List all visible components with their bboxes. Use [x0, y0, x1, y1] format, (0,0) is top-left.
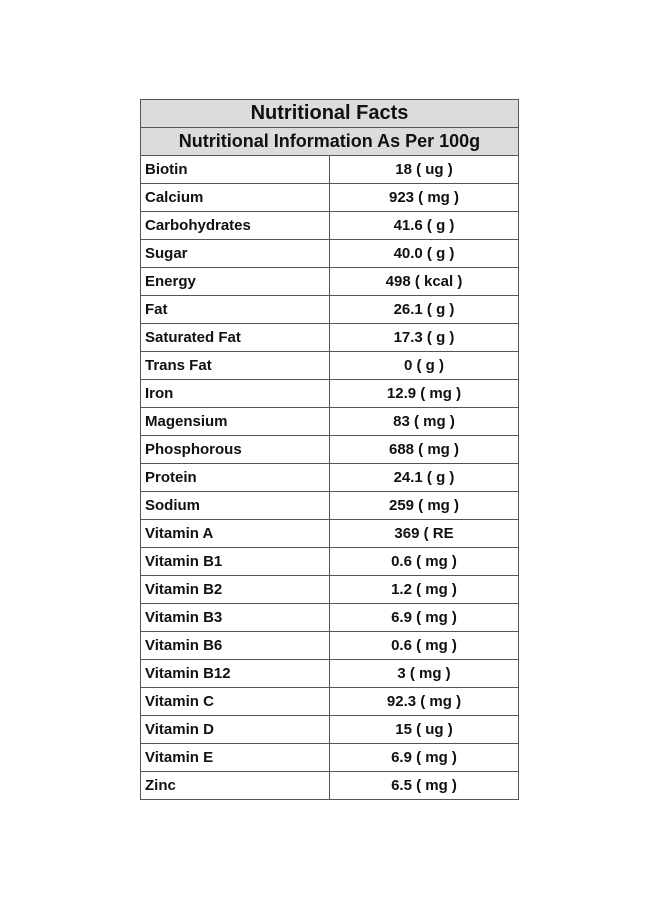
- nutrient-row: [141, 436, 519, 464]
- nutrient-name: Vitamin E: [141, 744, 330, 772]
- table-title: Nutritional Facts: [141, 100, 519, 128]
- nutrient-row: [141, 772, 519, 800]
- nutrient-row: [141, 380, 519, 408]
- nutrient-value: 259 ( mg ): [330, 492, 519, 520]
- nutrient-value: 0 ( g ): [330, 352, 519, 380]
- nutrient-value: 0.6 ( mg ): [330, 632, 519, 660]
- nutrient-name: Protein: [141, 464, 330, 492]
- nutrient-value: 83 ( mg ): [330, 408, 519, 436]
- nutrient-row: [141, 744, 519, 772]
- nutrient-name: Fat: [141, 296, 330, 324]
- nutrient-value: 41.6 ( g ): [330, 212, 519, 240]
- nutrient-name: Trans Fat: [141, 352, 330, 380]
- nutrient-value: 6.9 ( mg ): [330, 604, 519, 632]
- nutrient-row: [141, 660, 519, 688]
- nutrient-row: [141, 688, 519, 716]
- nutrient-value: 26.1 ( g ): [330, 296, 519, 324]
- nutrient-name: Vitamin B12: [141, 660, 330, 688]
- nutrient-name: Saturated Fat: [141, 324, 330, 352]
- nutrient-row: [141, 632, 519, 660]
- nutrient-row: [141, 604, 519, 632]
- nutrition-facts-table: [140, 99, 519, 800]
- nutrient-name: Vitamin C: [141, 688, 330, 716]
- nutrient-row: [141, 212, 519, 240]
- nutrient-value: 6.5 ( mg ): [330, 772, 519, 800]
- nutrient-value: 6.9 ( mg ): [330, 744, 519, 772]
- nutrient-row: [141, 520, 519, 548]
- nutrient-value: 369 ( RE: [330, 520, 519, 548]
- nutrient-name: Vitamin B1: [141, 548, 330, 576]
- nutrient-row: [141, 268, 519, 296]
- nutrient-row: [141, 716, 519, 744]
- nutrient-row: [141, 548, 519, 576]
- table-subtitle: Nutritional Information As Per 100g: [141, 128, 519, 156]
- nutrient-name: Magensium: [141, 408, 330, 436]
- nutrient-name: Zinc: [141, 772, 330, 800]
- nutrient-value: 0.6 ( mg ): [330, 548, 519, 576]
- nutrient-row: [141, 184, 519, 212]
- nutrient-value: 92.3 ( mg ): [330, 688, 519, 716]
- nutrient-name: Vitamin B6: [141, 632, 330, 660]
- nutrient-value: 40.0 ( g ): [330, 240, 519, 268]
- nutrient-name: Sodium: [141, 492, 330, 520]
- nutrient-name: Calcium: [141, 184, 330, 212]
- nutrient-name: Carbohydrates: [141, 212, 330, 240]
- nutrient-name: Vitamin B3: [141, 604, 330, 632]
- nutrient-value: 498 ( kcal ): [330, 268, 519, 296]
- nutrient-name: Vitamin D: [141, 716, 330, 744]
- nutrient-name: Iron: [141, 380, 330, 408]
- nutrition-facts-body: [141, 100, 519, 800]
- nutrient-row: [141, 492, 519, 520]
- nutrient-name: Vitamin A: [141, 520, 330, 548]
- nutrient-value: 3 ( mg ): [330, 660, 519, 688]
- nutrient-name: Sugar: [141, 240, 330, 268]
- nutrient-value: 688 ( mg ): [330, 436, 519, 464]
- nutrient-name: Biotin: [141, 156, 330, 184]
- nutrient-row: [141, 156, 519, 184]
- nutrient-row: [141, 324, 519, 352]
- nutrient-value: 18 ( ug ): [330, 156, 519, 184]
- nutrient-row: [141, 408, 519, 436]
- nutrient-name: Energy: [141, 268, 330, 296]
- nutrient-row: [141, 352, 519, 380]
- nutrient-row: [141, 576, 519, 604]
- nutrient-row: [141, 240, 519, 268]
- nutrient-value: 923 ( mg ): [330, 184, 519, 212]
- table-subtitle-row: [141, 128, 519, 156]
- nutrient-name: Vitamin B2: [141, 576, 330, 604]
- nutrient-row: [141, 464, 519, 492]
- table-title-row: [141, 100, 519, 128]
- nutrient-value: 1.2 ( mg ): [330, 576, 519, 604]
- nutrient-value: 12.9 ( mg ): [330, 380, 519, 408]
- nutrient-value: 24.1 ( g ): [330, 464, 519, 492]
- nutrient-value: 17.3 ( g ): [330, 324, 519, 352]
- nutrient-name: Phosphorous: [141, 436, 330, 464]
- nutrient-row: [141, 296, 519, 324]
- nutrient-value: 15 ( ug ): [330, 716, 519, 744]
